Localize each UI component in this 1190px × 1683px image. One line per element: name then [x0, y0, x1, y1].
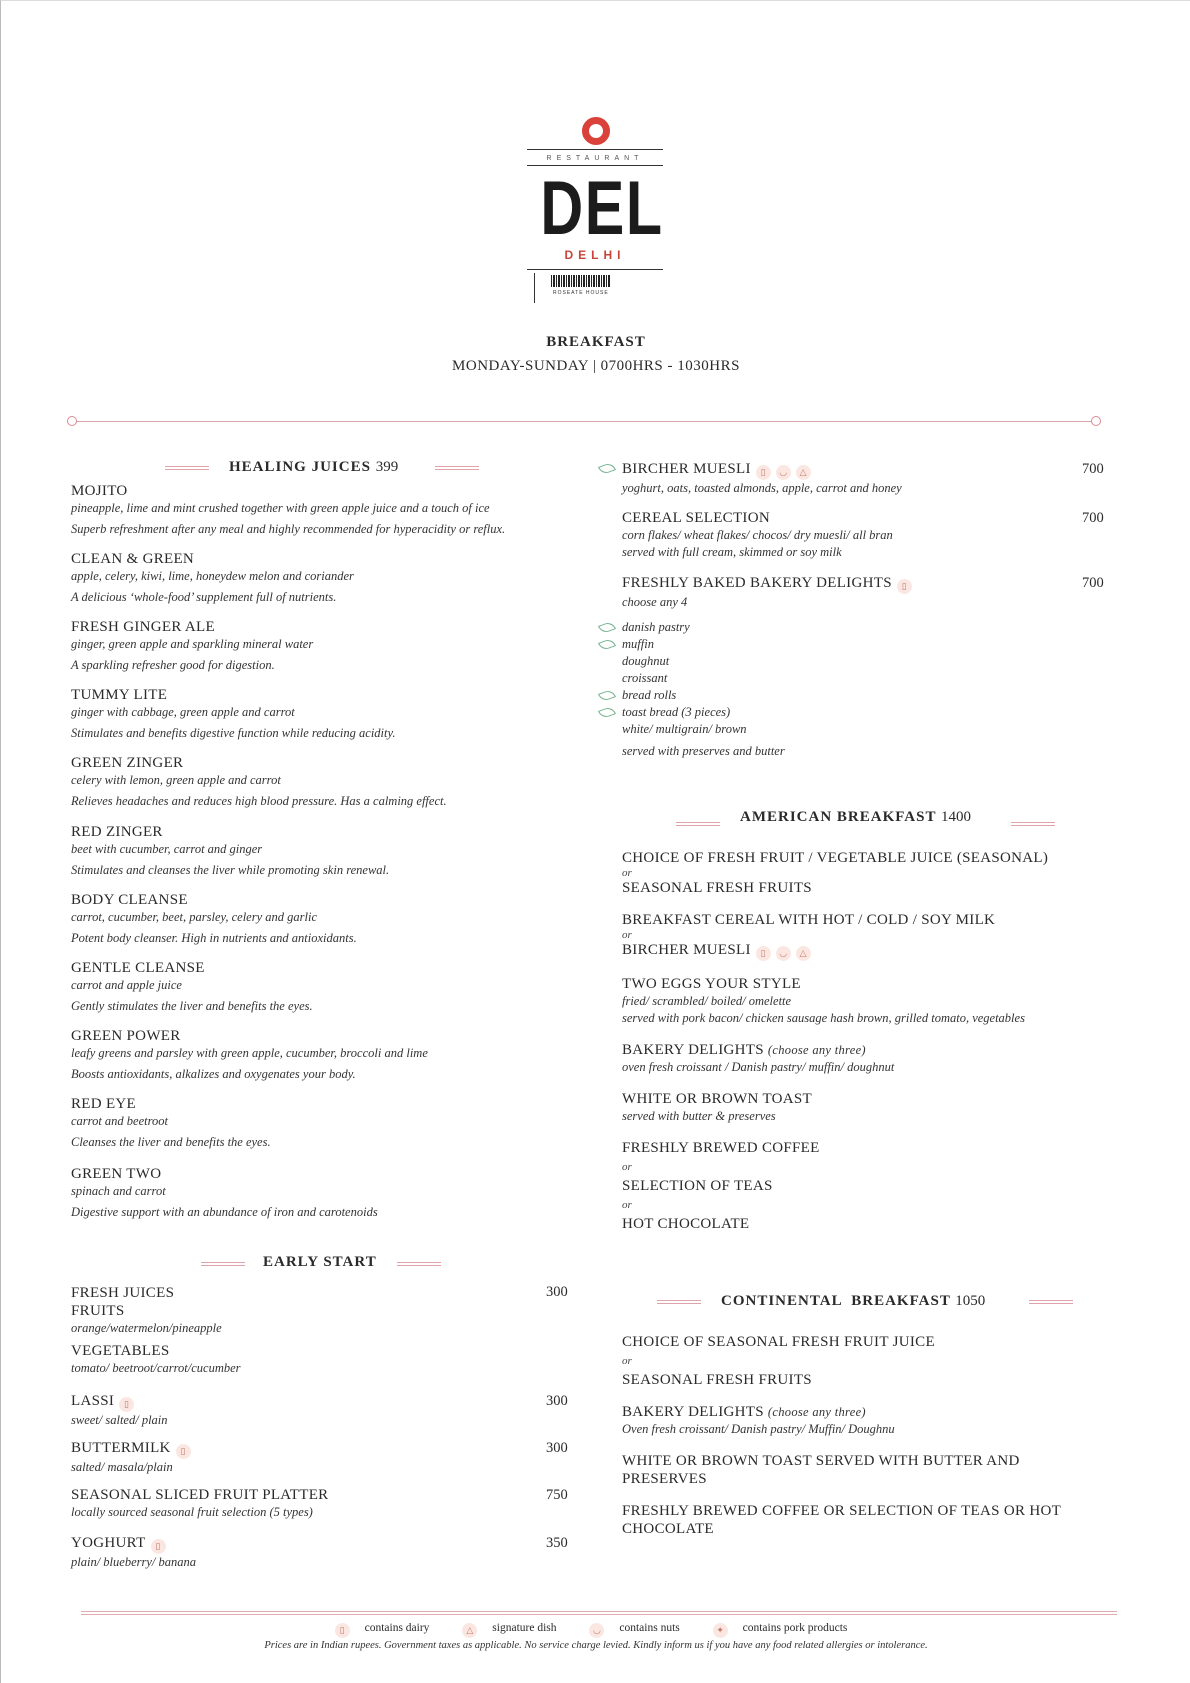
bakery-option: white/ multigrain/ brown	[622, 722, 747, 736]
item-name: GREEN POWER	[71, 1028, 181, 1044]
cloche-icon: △	[796, 946, 811, 961]
logo-vline	[534, 273, 535, 303]
juice-item	[71, 891, 357, 947]
item-name: BAKERY DELIGHTS	[622, 1042, 764, 1058]
item-note: Potent body cleanser. High in nutrients and antioxidants.	[71, 931, 357, 945]
bakery-option: muffin	[622, 637, 654, 651]
item-name: WHITE OR BROWN TOAST	[622, 1091, 813, 1107]
early-start-heading: EARLY START	[263, 1254, 377, 1270]
item-desc: celery with lemon, green apple and carrot	[71, 773, 281, 787]
item-note: A sparkling refresher good for digestion.	[71, 658, 275, 672]
item-desc: spinach and carrot	[71, 1184, 166, 1198]
early-item	[71, 1486, 328, 1521]
bircher-muesli-item	[622, 460, 902, 497]
section-rule	[1011, 822, 1055, 826]
legend-label: contains dairy	[364, 1622, 430, 1634]
bakery-option: doughnut	[622, 654, 670, 668]
item-name: SEASONAL FRESH FRUITS	[622, 880, 812, 896]
item-desc: beet with cucumber, carrot and ginger	[71, 842, 263, 856]
item-desc: corn flakes/ wheat flakes/ chocos/ dry muesli/ all bran	[622, 528, 893, 542]
item-price: 300	[546, 1284, 568, 1300]
or-text: or	[622, 929, 632, 941]
item-subname: FRUITS	[71, 1303, 125, 1319]
bottle-icon: ▯	[756, 465, 771, 480]
item-note: A delicious ‘whole-food’ supplement full of nutrients.	[71, 590, 337, 604]
section-rule	[435, 466, 479, 470]
item-name: CHOICE OF FRESH FRUIT / VEGETABLE JUICE (SEASONAL)	[622, 850, 1049, 866]
leaf-icon	[598, 706, 616, 720]
item-desc: leafy greens and parsley with green apple, cucumber, broccoli and lime	[71, 1046, 428, 1060]
footer-divider	[81, 1611, 1117, 1615]
item-name: FRESHLY BREWED COFFEE	[622, 1140, 820, 1156]
nut-icon: ◡	[589, 1623, 604, 1638]
item-desc: sweet/ salted/ plain	[71, 1413, 168, 1427]
nut-icon: ◡	[776, 946, 791, 961]
item-desc: oven fresh croissant / Danish pastry/ muffin/ doughnut	[622, 1060, 895, 1074]
fresh-juices-item	[71, 1284, 241, 1377]
item-name: SEASONAL FRESH FRUITS	[622, 1372, 812, 1388]
item-name: BREAKFAST CEREAL WITH HOT / COLD / SOY MILK	[622, 912, 996, 928]
item-name: CHOICE OF SEASONAL FRESH FRUIT JUICE	[622, 1334, 935, 1350]
juice-item	[71, 550, 354, 606]
juice-item	[71, 1095, 271, 1151]
logo-name: DEL	[540, 166, 664, 251]
section-title: CONTINENTAL BREAKFAST	[721, 1293, 951, 1309]
juice-item	[71, 959, 313, 1015]
juice-item	[71, 754, 447, 810]
legend-pork	[713, 1622, 858, 1634]
section-price: 1050	[955, 1293, 986, 1309]
legend-dairy	[335, 1622, 440, 1634]
cereal-selection-item	[622, 509, 893, 561]
pig-icon: ✦	[713, 1623, 728, 1638]
logo-ring-icon	[582, 117, 610, 145]
bottle-icon: ▯	[176, 1444, 191, 1459]
logo-restaurant-text: RESTAURANT	[546, 155, 644, 162]
leaf-icon	[598, 689, 616, 703]
item-name: BIRCHER MUESLI	[622, 461, 751, 477]
section-rule	[657, 1300, 701, 1304]
cloche-icon: △	[796, 465, 811, 480]
bakery-option: bread rolls	[622, 688, 677, 702]
item-desc: plain/ blueberry/ banana	[71, 1555, 196, 1569]
legend-label: contains pork products	[742, 1622, 848, 1634]
leaf-icon	[598, 621, 616, 635]
leaf-icon	[598, 638, 616, 652]
item-name: RED EYE	[71, 1096, 137, 1112]
item-desc: tomato/ beetroot/carrot/cucumber	[71, 1361, 241, 1375]
item-desc: ginger with cabbage, green apple and carrot	[71, 705, 295, 719]
item-price: 700	[1082, 461, 1104, 477]
bakery-served: served with preserves and butter	[622, 744, 785, 758]
item-name: CHOCOLATE	[622, 1521, 714, 1537]
cloche-icon: △	[462, 1623, 477, 1638]
section-rule	[1029, 1300, 1073, 1304]
item-desc: orange/watermelon/pineapple	[71, 1321, 222, 1335]
allergen-legend	[1, 1622, 1190, 1638]
meal-hours: MONDAY-SUNDAY | 0700HRS - 1030HRS	[452, 358, 740, 374]
item-name: RED ZINGER	[71, 824, 163, 840]
item-note: Superb refreshment after any meal and highly recommended for hyperacidity or reflux.	[71, 522, 506, 536]
bakery-option: croissant	[622, 671, 668, 685]
item-name: GREEN TWO	[71, 1166, 162, 1182]
early-item	[71, 1392, 168, 1429]
juice-item	[71, 1165, 378, 1221]
legend-label: contains nuts	[619, 1622, 680, 1634]
disclaimer: Prices are in Indian rupees. Government taxes as applicable. No service charge levied. Kindly inform us if you have any food related allergies or intolerance.	[264, 1640, 928, 1651]
item-name: CLEAN & GREEN	[71, 551, 195, 567]
logo-house: ROSEATE HOUSE	[553, 290, 609, 296]
item-name: BODY CLEANSE	[71, 892, 188, 908]
bottle-icon: ▯	[335, 1623, 350, 1638]
juice-item	[71, 686, 395, 742]
logo-rule	[527, 149, 663, 150]
item-price: 350	[546, 1535, 568, 1551]
meal-title: BREAKFAST	[546, 334, 646, 350]
item-desc: carrot, cucumber, beet, parsley, celery and garlic	[71, 910, 318, 924]
item-name: BIRCHER MUESLI	[622, 942, 751, 958]
item-price: 300	[546, 1440, 568, 1456]
divider-dot-left	[67, 416, 77, 426]
item-note: Digestive support with an abundance of iron and carotenoids	[71, 1205, 378, 1219]
item-name: LASSI	[71, 1393, 115, 1409]
item-desc: carrot and beetroot	[71, 1114, 168, 1128]
item-price: 700	[1082, 510, 1104, 526]
or-text: or	[622, 1199, 632, 1211]
item-note: Stimulates and benefits digestive function while reducing acidity.	[71, 726, 396, 740]
item-name: YOGHURT	[71, 1535, 146, 1551]
section-rule	[397, 1262, 441, 1266]
item-desc: locally sourced seasonal fruit selection (5 types)	[71, 1505, 313, 1519]
bakery-delights-item	[622, 574, 912, 611]
american-breakfast-heading	[740, 809, 971, 826]
item-name: FRESH JUICES	[71, 1285, 175, 1301]
bottle-icon: ▯	[151, 1539, 166, 1554]
barcode-icon	[551, 275, 611, 287]
legend-label: signature dish	[492, 1622, 557, 1634]
juice-item	[71, 482, 505, 538]
or-text: or	[622, 867, 632, 879]
item-name: GENTLE CLEANSE	[71, 960, 205, 976]
item-price: 300	[546, 1393, 568, 1409]
american-breakfast-list	[622, 849, 1048, 1233]
item-desc: served with full cream, skimmed or soy milk	[622, 545, 842, 559]
item-desc: Oven fresh croissant/ Danish pastry/ Muffin/ Doughnu	[622, 1422, 895, 1436]
item-note: Stimulates and cleanses the liver while promoting skin renewal.	[71, 863, 390, 877]
item-name: CEREAL SELECTION	[622, 510, 770, 526]
restaurant-logo	[525, 117, 665, 303]
logo-rule	[527, 269, 663, 270]
item-desc: carrot and apple juice	[71, 978, 182, 992]
section-title: AMERICAN BREAKFAST	[740, 809, 937, 825]
item-desc: served with pork bacon/ chicken sausage hash brown, grilled tomato, vegetables	[622, 1011, 1025, 1025]
divider-dot-right	[1091, 416, 1101, 426]
or-text: or	[622, 1161, 632, 1173]
item-name: TUMMY LITE	[71, 687, 168, 703]
item-desc: served with butter & preserves	[622, 1109, 776, 1123]
legend-signature	[462, 1622, 566, 1634]
bakery-option: toast bread (3 pieces)	[622, 705, 731, 719]
section-rule	[676, 822, 720, 826]
item-note: Relieves headaches and reduces high blood pressure. Has a calming effect.	[71, 794, 447, 808]
item-name: BUTTERMILK	[71, 1440, 171, 1456]
item-desc: apple, celery, kiwi, lime, honeydew melon and coriander	[71, 569, 354, 583]
item-desc: fried/ scrambled/ boiled/ omelette	[622, 994, 792, 1008]
bakery-option: danish pastry	[622, 620, 690, 634]
section-rule	[201, 1262, 245, 1266]
item-name: MOJITO	[71, 483, 128, 499]
early-item	[71, 1534, 196, 1571]
nut-icon: ◡	[776, 465, 791, 480]
logo-city: DELHI	[564, 248, 626, 262]
bottle-icon: ▯	[119, 1397, 134, 1412]
item-name: FRESHLY BREWED COFFEE OR SELECTION OF TEAS OR HOT	[622, 1503, 1062, 1519]
item-name: WHITE OR BROWN TOAST SERVED WITH BUTTER AND	[622, 1453, 1020, 1469]
legend-nuts	[589, 1622, 689, 1634]
item-note: (choose any three)	[767, 1043, 866, 1057]
or-text: or	[622, 1355, 632, 1367]
item-note: Cleanses the liver and benefits the eyes.	[71, 1135, 271, 1149]
section-price: 399	[375, 459, 399, 475]
item-price: 700	[1082, 575, 1104, 591]
juice-item	[71, 823, 389, 879]
continental-breakfast-heading	[721, 1293, 985, 1310]
juice-item	[71, 618, 313, 674]
item-desc: salted/ masala/plain	[71, 1460, 173, 1474]
leaf-icon	[598, 462, 616, 476]
item-note: Gently stimulates the liver and benefits the eyes.	[71, 999, 313, 1013]
item-name: TWO EGGS YOUR STYLE	[622, 976, 801, 992]
bottle-icon: ▯	[756, 946, 771, 961]
item-name: GREEN ZINGER	[71, 755, 184, 771]
item-desc: choose any 4	[622, 595, 688, 609]
section-rule	[165, 466, 209, 470]
bottle-icon: ▯	[897, 579, 912, 594]
early-item	[71, 1439, 191, 1476]
item-name: PRESERVES	[622, 1471, 707, 1487]
item-price: 750	[546, 1487, 568, 1503]
healing-juices-heading	[229, 459, 398, 476]
item-desc: ginger, green apple and sparkling mineral water	[71, 637, 314, 651]
item-desc: yoghurt, oats, toasted almonds, apple, carrot and honey	[622, 481, 902, 495]
item-name: SEASONAL SLICED FRUIT PLATTER	[71, 1487, 329, 1503]
item-note: Boosts antioxidants, alkalizes and oxygenates your body.	[71, 1067, 356, 1081]
section-title: HEALING JUICES	[229, 459, 371, 475]
item-desc: pineapple, lime and mint crushed together with green apple juice and a touch of ice	[71, 501, 490, 515]
continental-breakfast-list	[622, 1333, 1061, 1538]
item-name: FRESHLY BAKED BAKERY DELIGHTS	[622, 575, 892, 591]
item-name: FRESH GINGER ALE	[71, 619, 215, 635]
header-divider	[71, 421, 1097, 422]
item-name: SELECTION OF TEAS	[622, 1178, 773, 1194]
item-name: BAKERY DELIGHTS	[622, 1404, 764, 1420]
juice-item	[71, 1027, 428, 1083]
item-subname: VEGETABLES	[71, 1343, 170, 1359]
section-price: 1400	[940, 809, 971, 825]
item-note: (choose any three)	[767, 1405, 866, 1419]
bakery-list	[622, 619, 785, 760]
item-name: HOT CHOCOLATE	[622, 1216, 750, 1232]
